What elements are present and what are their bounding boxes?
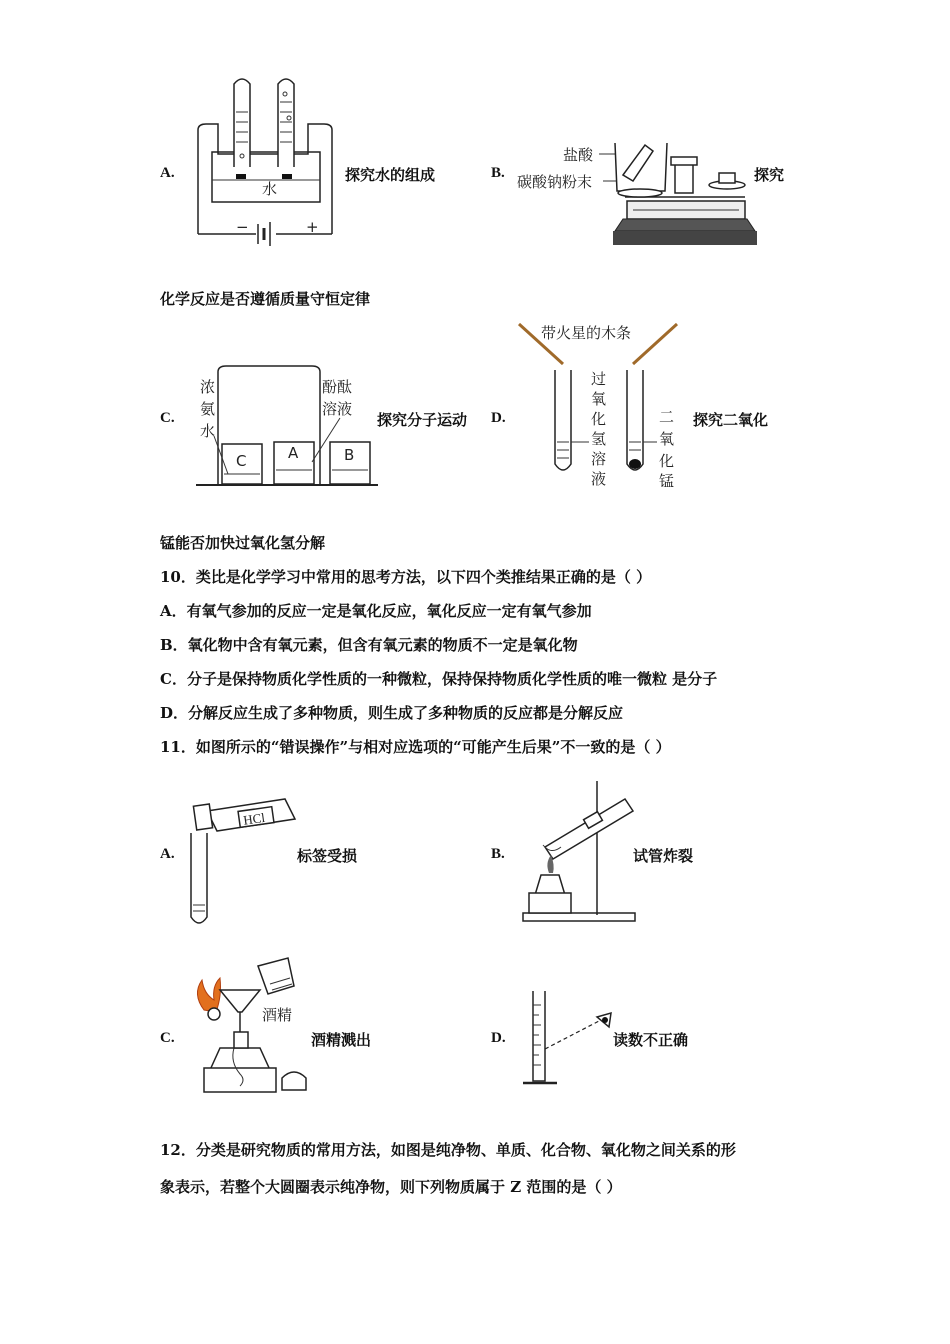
q9-option-b-letter: B.: [491, 165, 505, 181]
h2o2-label-1: 过: [591, 370, 607, 388]
q9-option-b-caption-continued: 化学反应是否遵循质量守恒定律: [160, 290, 371, 308]
phenol-label-1: 酚酞: [322, 378, 353, 396]
beaker-b-label: B: [344, 446, 355, 464]
electrolysis-apparatus-diagram: [190, 72, 350, 262]
powder-label: 碳酸钠粉末: [517, 173, 593, 191]
splint-label: 带火星的木条: [541, 324, 632, 342]
beaker-a-label: A: [288, 444, 299, 462]
q9-option-a-letter: A.: [160, 165, 175, 181]
minus-sign: −: [236, 218, 249, 236]
graduated-cylinder-diagram: [515, 985, 625, 1095]
q10-option-a: A．有氧气参加的反应一定是氧化反应，氧化反应一定有氧气参加: [160, 602, 592, 620]
h2o2-label-4: 氢: [591, 430, 607, 448]
q11-option-a-caption: 标签受损: [297, 847, 358, 865]
balance-apparatus-diagram: [515, 135, 755, 255]
q11-option-a-letter: A.: [160, 846, 175, 862]
hcl-bottle-label: HCl: [242, 809, 266, 828]
catalyst-experiment-diagram: [515, 318, 695, 493]
water-label: 水: [262, 180, 278, 198]
mno2-label-4: 锰: [659, 472, 675, 490]
q9-option-c-letter: C.: [160, 410, 175, 426]
q9-option-a-caption: 探究水的组成: [345, 166, 436, 184]
q11-option-c-letter: C.: [160, 1030, 175, 1046]
q9-option-d-caption: 探究二氧化: [693, 411, 769, 429]
heating-test-tube-diagram: [515, 775, 645, 925]
ammonia-label-2: 氨: [200, 400, 216, 418]
q12-stem-line-2: 象表示，若整个大圆圈表示纯净物，则下列物质属于 Z 范围的是（ ）: [160, 1178, 622, 1196]
mno2-label-3: 化: [659, 452, 675, 470]
mno2-label-2: 氧: [659, 430, 675, 448]
mno2-label-1: 二: [659, 408, 675, 426]
q12-stem-line-1: 12．分类是研究物质的常用方法，如图是纯净物、单质、化合物、氧化物之间关系的形: [160, 1141, 736, 1159]
alcohol-label: 酒精: [262, 1006, 293, 1024]
q9-option-d-letter: D.: [491, 410, 506, 426]
beaker-c-label: C: [236, 452, 247, 470]
q11-option-c-caption: 酒精溅出: [311, 1031, 372, 1049]
hcl-label: 盐酸: [563, 146, 594, 164]
h2o2-label-2: 氧: [591, 390, 607, 408]
q9-option-b-caption: 探究: [754, 166, 785, 184]
h2o2-label-3: 化: [591, 410, 607, 428]
plus-sign: +: [306, 218, 319, 236]
q11-option-d-letter: D.: [491, 1030, 506, 1046]
q9-option-c-caption: 探究分子运动: [377, 411, 468, 429]
q10-option-c: C．分子是保持物质化学性质的一种微粒，保持保持物质化学性质的唯一微粒 是分子: [160, 670, 718, 688]
molecular-motion-diagram: [192, 362, 382, 492]
phenol-label-2: 溶液: [322, 400, 353, 418]
alcohol-lamp-diagram: [190, 950, 320, 1100]
q9-option-d-caption-continued: 锰能否加快过氧化氢分解: [160, 534, 326, 552]
q10-stem: 10．类比是化学学习中常用的思考方法，以下四个类推结果正确的是（ ）: [160, 568, 652, 586]
q10-option-d: D．分解反应生成了多种物质，则生成了多种物质的反应都是分解反应: [160, 704, 624, 722]
q10-option-b: B．氧化物中含有氧元素，但含有氧元素的物质不一定是氧化物: [160, 636, 578, 654]
q11-option-b-letter: B.: [491, 846, 505, 862]
q11-option-d-caption: 读数不正确: [613, 1031, 689, 1049]
h2o2-label-5: 溶: [591, 450, 607, 468]
q11-option-b-caption: 试管炸裂: [633, 847, 694, 865]
pouring-liquid-diagram: [185, 783, 305, 928]
q11-stem: 11．如图所示的“错误操作”与相对应选项的“可能产生后果”不一致的是（ ）: [160, 738, 671, 756]
h2o2-label-6: 液: [591, 470, 607, 488]
ammonia-label-3: 水: [200, 422, 216, 440]
ammonia-label-1: 浓: [200, 378, 216, 396]
